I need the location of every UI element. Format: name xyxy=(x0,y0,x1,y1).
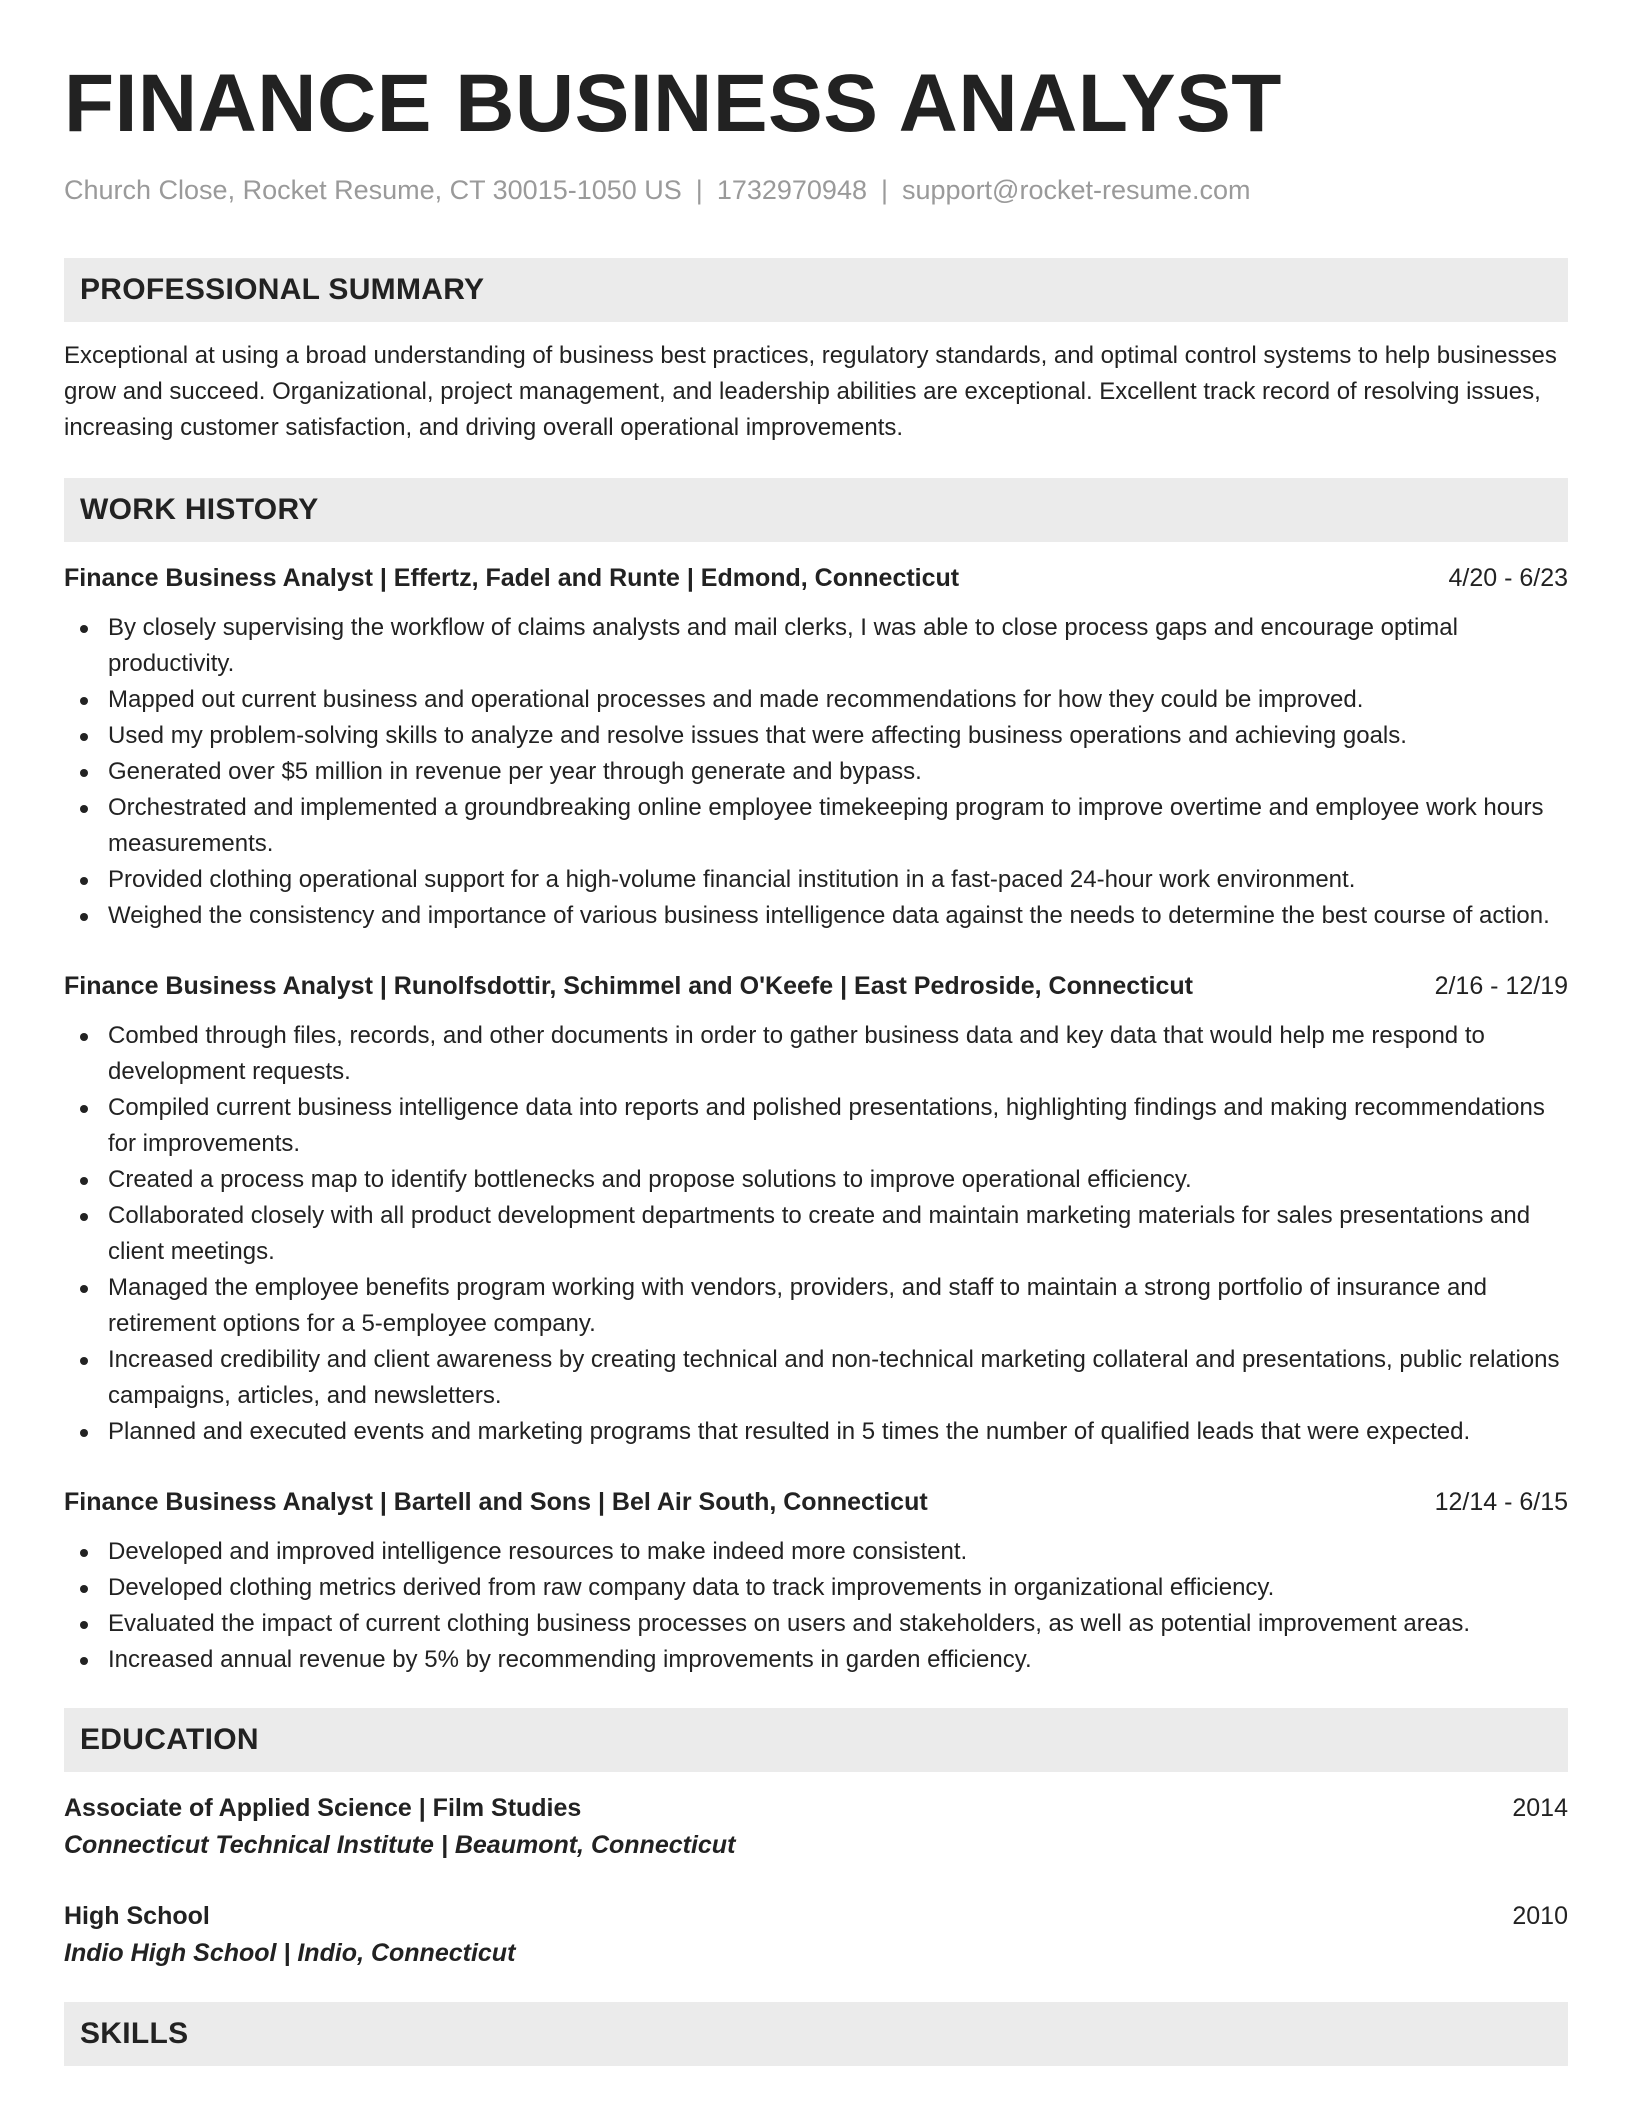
job-heading xyxy=(64,1484,1568,1520)
job-bullet: Developed clothing metrics derived from raw company data to track improvements in organizational efficiency. xyxy=(64,1570,1568,1606)
job-bullet: Developed and improved intelligence resources to make indeed more consistent. xyxy=(64,1534,1568,1570)
education-degree: High School xyxy=(64,1902,210,1930)
job-bullet: Mapped out current business and operational processes and made recommendations for how they could be improved. xyxy=(64,682,1568,718)
job-bullet-list xyxy=(64,1534,1568,1678)
education-school: Connecticut Technical Institute | Beaumont, Connecticut xyxy=(64,1831,736,1859)
job-title: Finance Business Analyst | Runolfsdottir, Schimmel and O'Keefe | East Pedroside, Connecticut xyxy=(64,972,1193,1000)
contact-email: support@rocket-resume.com xyxy=(902,175,1251,205)
section-header-summary: PROFESSIONAL SUMMARY xyxy=(64,258,1568,322)
job-dates: 12/14 - 6/15 xyxy=(1434,1488,1568,1516)
job-entry xyxy=(64,968,1568,1450)
education-year: 2010 xyxy=(1512,1902,1568,1930)
education-year: 2014 xyxy=(1512,1794,1568,1822)
job-bullet-list xyxy=(64,610,1568,934)
contact-phone: 1732970948 xyxy=(716,175,867,205)
job-entry xyxy=(64,1484,1568,1678)
job-bullet: Increased credibility and client awareness by creating technical and non-technical marketing collateral and presentations, public relations campaigns, articles, and newsletters. xyxy=(64,1342,1568,1414)
resume-name-title: FINANCE BUSINESS ANALYST xyxy=(64,58,1282,149)
job-bullet: Weighed the consistency and importance of various business intelligence data against the needs to determine the best course of action. xyxy=(64,898,1568,934)
job-bullet: Compiled current business intelligence data into reports and polished presentations, highlighting findings and making recommendations for improvements. xyxy=(64,1090,1568,1162)
job-bullet: Orchestrated and implemented a groundbreaking online employee timekeeping program to improve overtime and employee work hours measurements. xyxy=(64,790,1568,862)
job-bullet-list xyxy=(64,1018,1568,1450)
education-heading xyxy=(64,1790,1568,1826)
job-bullet: Generated over $5 million in revenue per year through generate and bypass. xyxy=(64,754,1568,790)
job-bullet: By closely supervising the workflow of claims analysts and mail clerks, I was able to close process gaps and encourage optimal productivity. xyxy=(64,610,1568,682)
section-header-education: EDUCATION xyxy=(64,1708,1568,1772)
job-entry xyxy=(64,560,1568,934)
section-header-skills: SKILLS xyxy=(64,2002,1568,2066)
job-bullet: Created a process map to identify bottlenecks and propose solutions to improve operational efficiency. xyxy=(64,1162,1568,1198)
contact-separator: | xyxy=(695,175,703,205)
job-bullet: Provided clothing operational support for a high-volume financial institution in a fast-paced 24-hour work environment. xyxy=(64,862,1568,898)
job-title: Finance Business Analyst | Effertz, Fadel and Runte | Edmond, Connecticut xyxy=(64,564,960,592)
job-dates: 4/20 - 6/23 xyxy=(1448,564,1568,592)
contact-separator: | xyxy=(880,175,888,205)
job-bullet: Evaluated the impact of current clothing business processes on users and stakeholders, as well as potential improvement areas. xyxy=(64,1606,1568,1642)
contact-address: Church Close, Rocket Resume, CT 30015-1050 US xyxy=(64,175,682,205)
education-entry xyxy=(64,1898,1568,1972)
summary-text: Exceptional at using a broad understanding of business best practices, regulatory standards, and optimal control systems to help businesses grow and succeed. Organizational, project management, and leadership abilities are exceptional. Excellent track record of resolving issues, increasing customer satisfaction, and driving overall operational improvements. xyxy=(64,342,1557,441)
job-bullet: Collaborated closely with all product development departments to create and maintain marketing materials for sales presentations and client meetings. xyxy=(64,1198,1568,1270)
education-heading xyxy=(64,1898,1568,1934)
job-dates: 2/16 - 12/19 xyxy=(1434,972,1568,1000)
job-heading xyxy=(64,560,1568,596)
job-bullet: Increased annual revenue by 5% by recommending improvements in garden efficiency. xyxy=(64,1642,1568,1678)
contact-line xyxy=(64,172,1568,208)
job-bullet: Combed through files, records, and other documents in order to gather business data and key data that would help me respond to development requests. xyxy=(64,1018,1568,1090)
job-title: Finance Business Analyst | Bartell and Sons | Bel Air South, Connecticut xyxy=(64,1488,928,1516)
education-entry xyxy=(64,1790,1568,1864)
section-header-work-history: WORK HISTORY xyxy=(64,478,1568,542)
job-bullet: Managed the employee benefits program working with vendors, providers, and staff to maintain a strong portfolio of insurance and retirement options for a 5-employee company. xyxy=(64,1270,1568,1342)
education-degree: Associate of Applied Science | Film Studies xyxy=(64,1794,582,1822)
education-school: Indio High School | Indio, Connecticut xyxy=(64,1939,516,1967)
job-bullet: Planned and executed events and marketing programs that resulted in 5 times the number of qualified leads that were expected. xyxy=(64,1414,1568,1450)
job-heading xyxy=(64,968,1568,1004)
job-bullet: Used my problem-solving skills to analyze and resolve issues that were affecting business operations and achieving goals. xyxy=(64,718,1568,754)
